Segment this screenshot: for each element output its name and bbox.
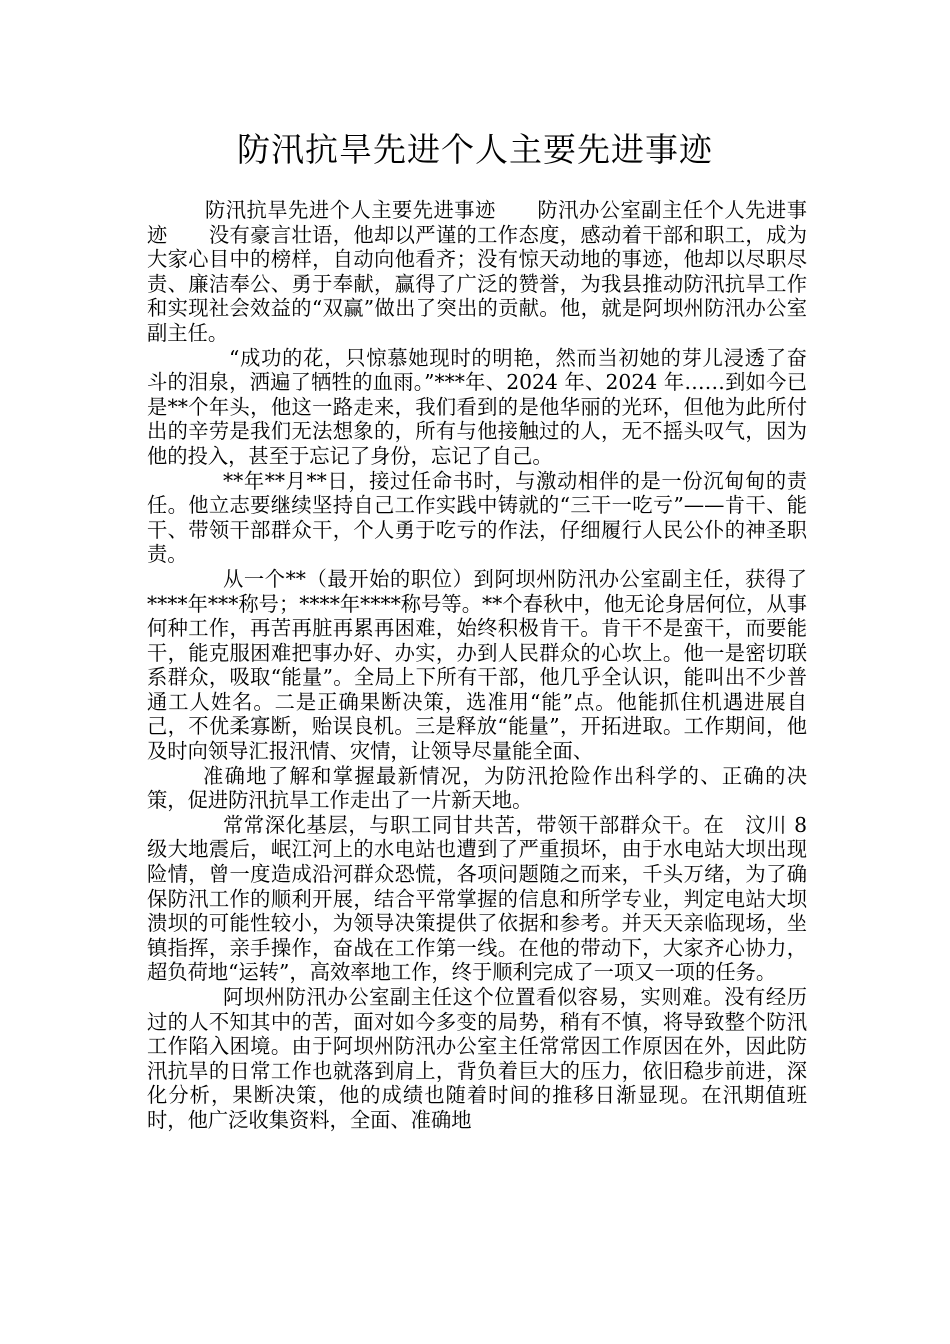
document-body — [147, 198, 807, 1133]
paragraph-intro: 防汛抗旱先进个人主要先进事迹 防汛办公室副主任个人先进事迹 没有豪言壮语，他却以严谨的工作态度，感动着干部和职工，成为大家心目中的榜样，自动向他看齐；没有惊天动地的事迹，他却以尽职尽责、廉洁奉公、勇于奉献，赢得了广泛的赞誉，为我县推动防汛抗旱工作和实现社会效益的“双赢”做出了突出的贡献。他，就是阿坝州防汛办公室副主任。 — [147, 198, 807, 345]
paragraph-appointment: **年**月**日，接过任命书时，与激动相伴的是一份沉甸甸的责任。他立志要继续坚持自己工作实践中铸就的“三干一吃亏”——肯干、能干、带领干部群众干，个人勇于吃亏的作法，仔细履行人民公仆的神圣职责。 — [147, 468, 807, 567]
document-title: 防汛抗旱先进个人主要先进事迹 — [237, 130, 713, 169]
paragraph-earthquake: 常常深化基层，与职工同甘共苦，带领干部群众干。在 汶川 8 级大地震后，岷江河上的水电站也遭到了严重损坏，由于水电站大坝出现险情，曾一度造成沿河群众恐慌，各项问题随之而来，千头万绪，为了确保防汛工作的顺利开展，结合平常掌握的信息和所学专业，判定电站大坝溃坝的可能性较小，为领导决策提供了依据和参考。并天天亲临现场，坐镇指挥，亲手操作，奋战在工作第一线。在他的带动下，大家齐心协力，超负荷地“运转”，高效率地工作，终于顺利完成了一项又一项的任务。 — [147, 812, 807, 985]
paragraph-career-continued: 准确地了解和掌握最新情况，为防汛抢险作出科学的、正确的决策，促进防汛抗旱工作走出了一片新天地。 — [147, 763, 807, 813]
paragraph-career: 从一个**（最开始的职位）到阿坝州防汛办公室副主任，获得了****年***称号；****年****称号等。**个春秋中，他无论身居何位，从事何种工作，再苦再脏再累再困难，始终积极肯干。肯干不是蛮干，而要能干，能克服困难把事办好、办实，办到人民群众的心坎上。他一是密切联系群众，吸取“能量”。全局上下所有干部，他几乎全认识，能叫出不少普通工人姓名。二是正确果断决策，选准用“能”点。他能抓住机遇进展自己，不优柔寡断，贻误良机。三是释放“能量”，开拓进取。工作期间，他及时向领导汇报汛情、灾情，让领导尽量能全面、 — [147, 566, 807, 764]
paragraph-quote: “成功的花，只惊慕她现时的明艳，然而当初她的芽儿浸透了奋斗的泪泉，洒遍了牺牲的血雨。”***年、2024 年、2024 年……到如今已是**个年头，他这一路走来，我们看到的是他华丽的光环，但他为此所付出的辛劳是我们无法想象的，所有与他接触过的人，无不摇头叹气，因为他的投入，甚至于忘记了身份，忘记了自己。 — [147, 345, 807, 468]
paragraph-position: 阿坝州防汛办公室副主任这个位置看似容易，实则难。没有经历过的人不知其中的苦，面对如今多变的局势，稍有不慎，将导致整个防汛工作陷入困境。由于阿坝州防汛办公室主任常常因工作原因在外，因此防汛抗旱的日常工作也就落到肩上，背负着巨大的压力，依旧稳步前进，深化分析，果断决策，他的成绩也随着时间的推移日渐显现。在汛期值班时，他广泛收集资料，全面、准确地 — [147, 985, 807, 1132]
